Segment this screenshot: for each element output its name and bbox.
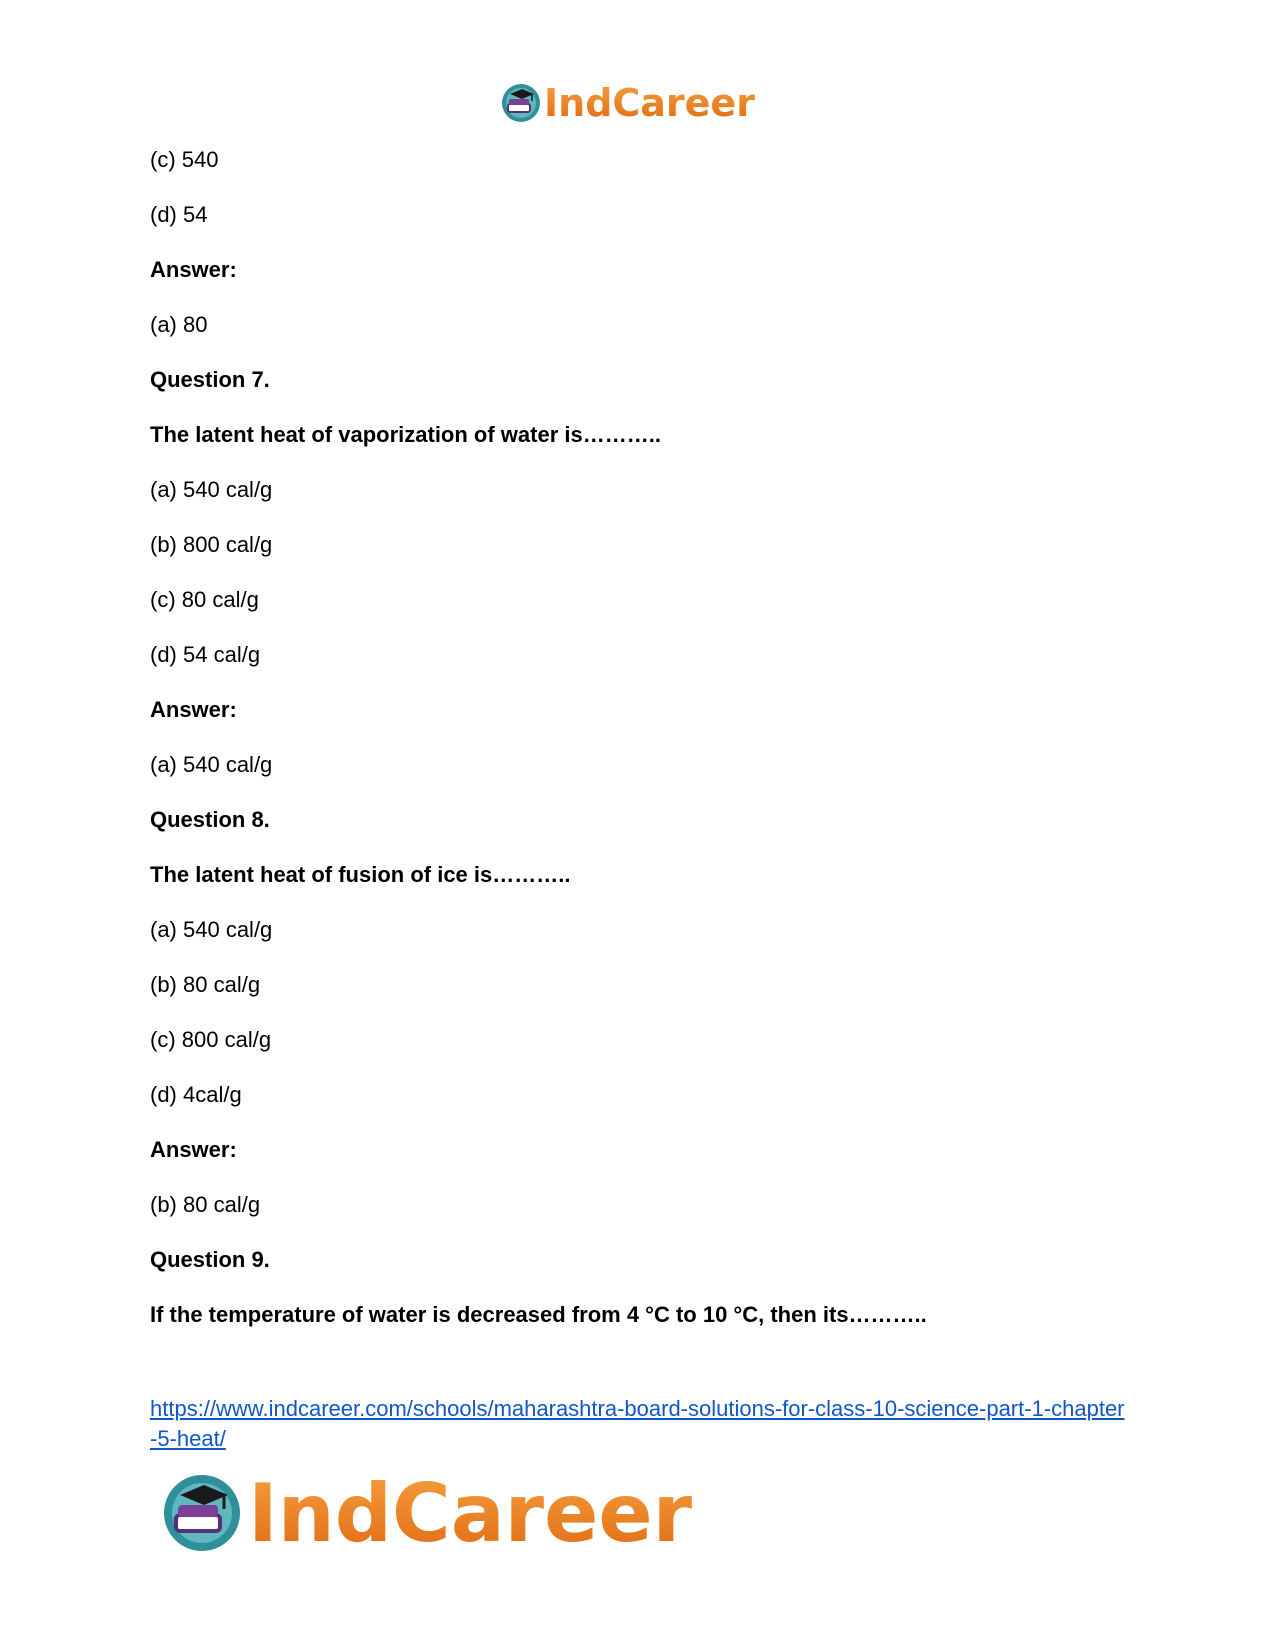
option-line: (a) 540 cal/g: [150, 917, 273, 942]
answer-text: (b) 80 cal/g: [150, 1192, 261, 1217]
question-text: If the temperature of water is decreased from 4 °C to 10 °C, then its………..: [150, 1302, 927, 1327]
option-line: (d) 54: [150, 202, 208, 227]
answer-heading: Answer:: [150, 1137, 237, 1162]
option-line: (d) 4cal/g: [150, 1082, 242, 1107]
option-line: (a) 540 cal/g: [150, 477, 273, 502]
footer-logo-text: IndCareer: [248, 1466, 693, 1560]
option-line: (d) 54 cal/g: [150, 642, 261, 667]
option-line: (b) 80 cal/g: [150, 972, 261, 997]
header-logo: [500, 80, 755, 125]
question-heading: Question 9.: [150, 1247, 270, 1272]
question-text: The latent heat of fusion of ice is………..: [150, 862, 571, 887]
document-body: [150, 147, 1130, 1357]
graduation-book-icon: [500, 82, 542, 124]
answer-text: (a) 540 cal/g: [150, 752, 273, 777]
option-line: (b) 800 cal/g: [150, 532, 273, 557]
question-heading: Question 7.: [150, 367, 270, 392]
option-line: (c) 80 cal/g: [150, 587, 259, 612]
source-link[interactable]: https://www.indcareer.com/schools/maharashtra-board-solutions-for-class-10-science-part-1-chapter-5-heat/: [150, 1396, 1125, 1451]
footer-logo: [160, 1468, 692, 1558]
question-heading: Question 8.: [150, 807, 270, 832]
option-line: (c) 800 cal/g: [150, 1027, 272, 1052]
option-line: (c) 540: [150, 147, 219, 172]
question-text: The latent heat of vaporization of water is………..: [150, 422, 661, 447]
header-logo-text: IndCareer: [544, 80, 755, 125]
answer-heading: Answer:: [150, 697, 237, 722]
graduation-book-icon: [160, 1471, 244, 1555]
answer-text: (a) 80: [150, 312, 208, 337]
answer-heading: Answer:: [150, 257, 237, 282]
